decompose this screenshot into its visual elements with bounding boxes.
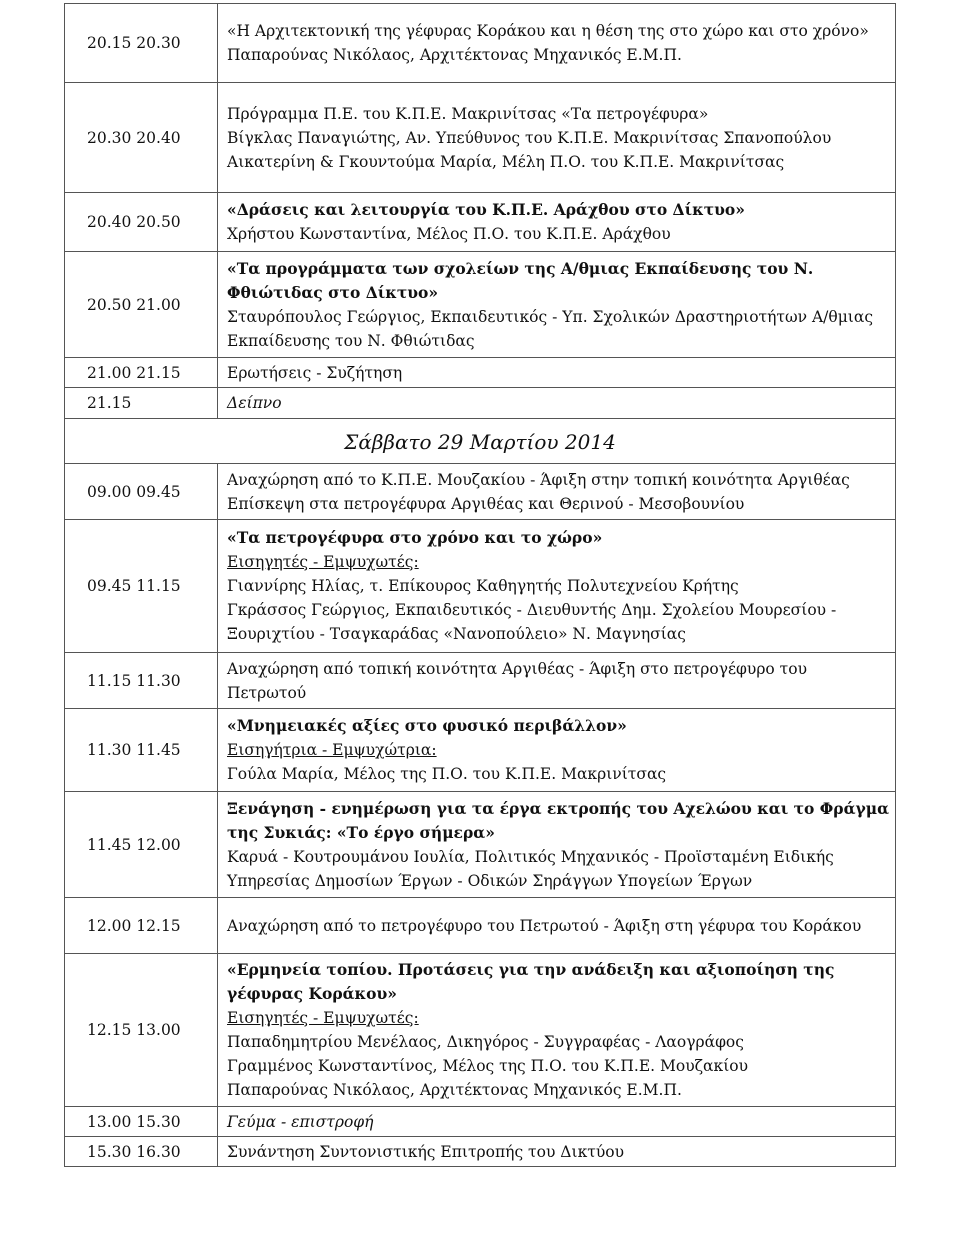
time-cell: 11.45 12.00: [65, 792, 218, 898]
speaker: Σταυρόπουλος Γεώργιος, Εκπαιδευτικός - Υπ. Σχολικών Δραστηριοτήτων Α/θμιας Εκπαίδευσης του Ν. Φθιώτιδας: [227, 307, 874, 350]
time-cell: 12.00 12.15: [65, 898, 218, 954]
session-title: «Μνημειακές αξίες στο φυσικό περιβάλλον»: [227, 716, 627, 735]
time-cell: 09.00 09.45: [65, 464, 218, 520]
speakers-label: Εισηγητές - Εμψυχωτές:: [227, 553, 419, 571]
time-cell: 11.30 11.45: [65, 709, 218, 792]
table-row: [65, 193, 896, 252]
time-cell: 15.30 16.30: [65, 1137, 218, 1167]
table-row: [65, 252, 896, 358]
table-row: [65, 4, 896, 83]
session-cell: [218, 193, 896, 252]
session-title: Πρόγραμμα Π.Ε. του Κ.Π.Ε. Μακρινίτσας «Τα πετρογέφυρα»: [227, 104, 709, 123]
session-cell: [218, 709, 896, 792]
time-cell: 12.15 13.00: [65, 954, 218, 1107]
program-table: [64, 3, 896, 1167]
table-row: [65, 1107, 896, 1137]
table-row: [65, 653, 896, 709]
time-cell: 09.45 11.15: [65, 520, 218, 653]
table-row: [65, 792, 896, 898]
speakers-label: Εισηγητές - Εμψυχωτές:: [227, 1009, 419, 1027]
table-row: [65, 1137, 896, 1167]
speaker: Γούλα Μαρία, Μέλος της Π.Ο. του Κ.Π.Ε. Μακρινίτσας: [227, 765, 667, 783]
time-cell: 20.50 21.00: [65, 252, 218, 358]
table-row: [65, 83, 896, 193]
session-cell: [218, 954, 896, 1107]
session-title: «Η Αρχιτεκτονική της γέφυρας Κοράκου και η θέση της στο χώρο και στο χρόνο»: [227, 22, 869, 40]
table-row: [65, 709, 896, 792]
time-cell: 21.00 21.15: [65, 358, 218, 388]
session-cell: Αναχώρηση από το πετρογέφυρο του Πετρωτού - Άφιξη στη γέφυρα του Κοράκου: [218, 898, 896, 954]
session-title: «Ερμηνεία τοπίου. Προτάσεις για την ανάδειξη και αξιοποίηση της γέφυρας Κοράκου»: [227, 960, 835, 1003]
speakers-label: Εισηγήτρια - Εμψυχώτρια:: [227, 741, 437, 759]
speaker: Καρυά - Κουτρουμάνου Ιουλία, Πολιτικός Μηχανικός - Προϊσταμένη Ειδικής Υπηρεσίας Δημοσίων Έργων - Οδικών Σηράγγων Υπογείων Έργων: [227, 847, 834, 890]
session-title: «Τα πετρογέφυρα στο χρόνο και το χώρο»: [227, 528, 603, 547]
session-line: Επίσκεψη στα πετρογέφυρα Αργιθέας και Θερινού - Μεσοβουνίου: [227, 494, 745, 513]
speaker: Βίγκλας Παναγιώτης, Αν. Υπεύθυνος του Κ.Π.Ε. Μακρινίτσας Σπανοπούλου Αικατερίνη & Γκουντούμα Μαρία, Μέλη Π.Ο. του Κ.Π.Ε. Μακρινίτσας: [227, 128, 832, 171]
speaker: Παπαδημητρίου Μενέλαος, Δικηγόρος - Συγγραφέας - Λαογράφος: [227, 1033, 744, 1051]
session-title: «Δράσεις και λειτουργία του Κ.Π.Ε. Αράχθου στο Δίκτυο»: [227, 200, 745, 219]
table-row: [65, 464, 896, 520]
day-heading: Σάββατο 29 Μαρτίου 2014: [65, 419, 896, 464]
table-row: [65, 954, 896, 1107]
session-cell: [218, 464, 896, 520]
session-cell: [218, 83, 896, 193]
session-title: «Τα προγράμματα των σχολείων της Α/θμιας Εκπαίδευσης του Ν. Φθιώτιδας στο Δίκτυο»: [227, 258, 814, 302]
table-row: [65, 898, 896, 954]
session-cell: Δείπνο: [218, 388, 896, 419]
speaker: Παπαρούνας Νικόλαος, Αρχιτέκτονας Μηχανικός Ε.Μ.Π.: [227, 46, 682, 64]
session-cell: Αναχώρηση από τοπική κοινότητα Αργιθέας - Άφιξη στο πετρογέφυρο του Πετρωτού: [218, 653, 896, 709]
table-row: [65, 358, 896, 388]
speaker: Χρήστου Κωνσταντίνα, Μέλος Π.Ο. του Κ.Π.Ε. Αράχθου: [227, 225, 671, 243]
table-row: [65, 419, 896, 464]
time-cell: 20.40 20.50: [65, 193, 218, 252]
session-line: Αναχώρηση από το Κ.Π.Ε. Μουζακίου - Άφιξη στην τοπική κοινότητα Αργιθέας: [227, 470, 850, 489]
speaker: Γραμμένος Κωνσταντίνος, Μέλος της Π.Ο. του Κ.Π.Ε. Μουζακίου: [227, 1057, 749, 1075]
session-cell: [218, 520, 896, 653]
time-cell: 21.15: [65, 388, 218, 419]
speaker: Γιαννίρης Ηλίας, τ. Επίκουρος Καθηγητής Πολυτεχνείου Κρήτης: [227, 577, 739, 595]
speaker: Γκράσσος Γεώργιος, Εκπαιδευτικός - Διευθυντής Δημ. Σχολείου Μουρεσίου - Ξουριχτίου - Τσαγκαράδας «Νανοπούλειο» Ν. Μαγνησίας: [227, 601, 837, 643]
session-cell: Γεύμα - επιστροφή: [218, 1107, 896, 1137]
time-cell: 20.15 20.30: [65, 4, 218, 83]
session-cell: [218, 792, 896, 898]
table-row: [65, 520, 896, 653]
time-cell: 13.00 15.30: [65, 1107, 218, 1137]
time-cell: 11.15 11.30: [65, 653, 218, 709]
session-title: Ξενάγηση - ενημέρωση για τα έργα εκτροπής του Αχελώου και το Φράγμα της Συκιάς: «Το έργο σήμερα»: [227, 798, 889, 842]
session-cell: [218, 252, 896, 358]
speaker: Παπαρούνας Νικόλαος, Αρχιτέκτονας Μηχανικός Ε.Μ.Π.: [227, 1081, 682, 1099]
table-row: [65, 388, 896, 419]
time-cell: 20.30 20.40: [65, 83, 218, 193]
session-cell: Ερωτήσεις - Συζήτηση: [218, 358, 896, 388]
session-cell: [218, 4, 896, 83]
session-cell: Συνάντηση Συντονιστικής Επιτροπής του Δικτύου: [218, 1137, 896, 1167]
